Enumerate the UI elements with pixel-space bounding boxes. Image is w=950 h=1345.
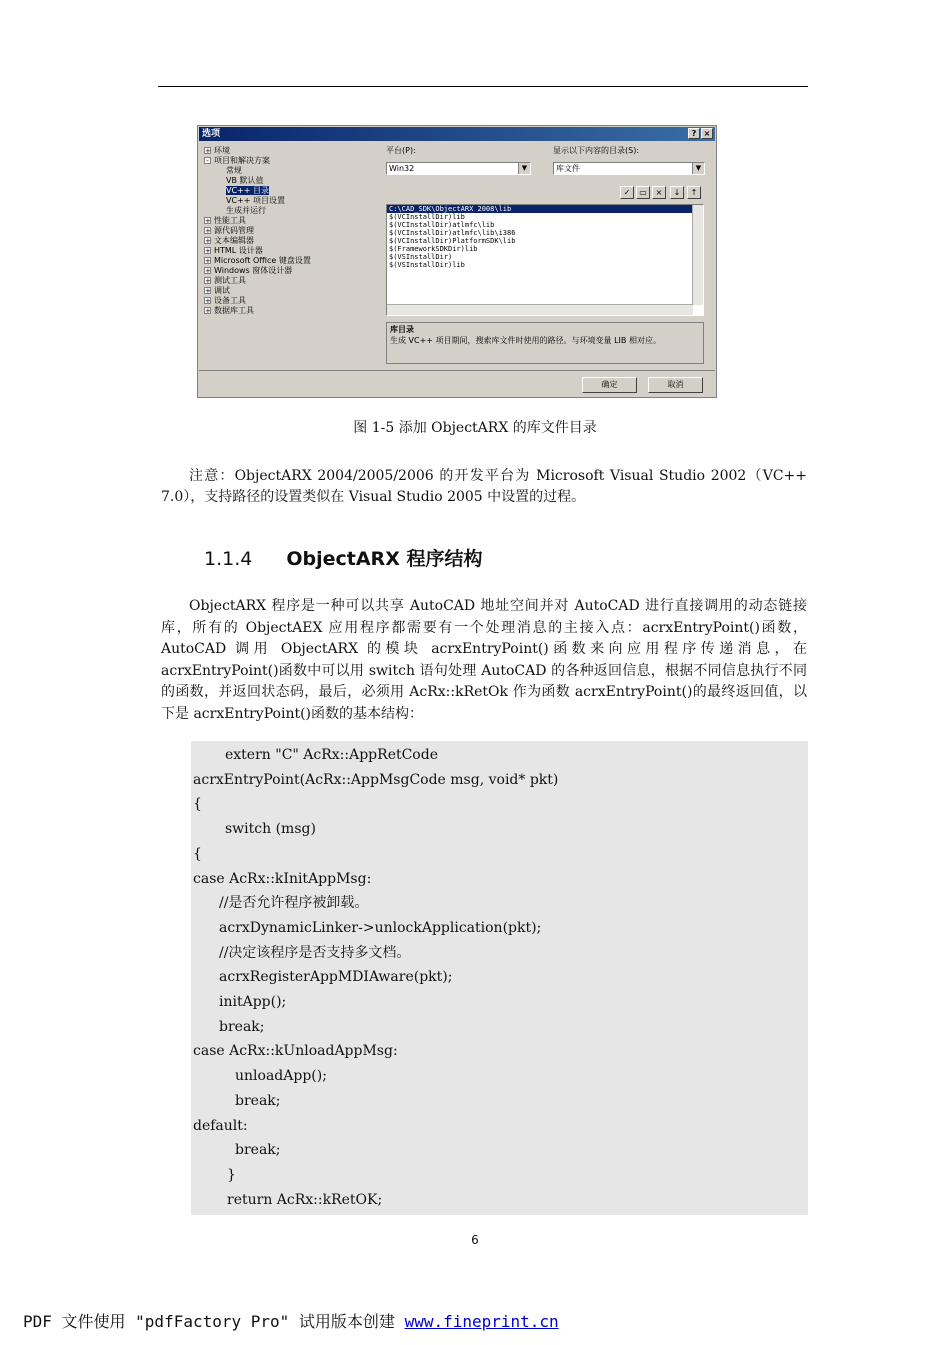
tree-item[interactable] <box>204 186 382 196</box>
tree-item-label: Microsoft Office 键盘设置 <box>214 256 311 265</box>
directory-row[interactable]: $(FrameworkSDKDir)lib <box>389 245 478 253</box>
description-title: 库目录 <box>390 325 414 334</box>
note-paragraph: 注意：ObjectARX 2004/2005/2006 的开发平台为 Microsoft Visual Studio 2002（VC++ 7.0），支持路径的设置类似在 Visual Studio 2005 中设置的过程。 <box>161 468 807 505</box>
code-line: acrxDynamicLinker->unlockApplication(pkt); <box>219 919 542 936</box>
tree-item-label: 生成并运行 <box>226 206 266 215</box>
cancel-button[interactable]: 取消 <box>648 377 703 393</box>
move-down-icon[interactable]: ↓ <box>670 186 684 199</box>
platform-select[interactable] <box>386 162 531 175</box>
tree-item[interactable] <box>204 196 382 206</box>
tree-item[interactable] <box>204 216 382 226</box>
tree-item-label: 设备工具 <box>214 296 246 305</box>
code-line: //是否允许程序被卸载。 <box>219 895 369 912</box>
expand-icon[interactable]: + <box>205 237 211 245</box>
expand-icon[interactable]: + <box>205 307 211 315</box>
code-line: unloadApp(); <box>235 1068 327 1085</box>
check-icon[interactable]: ✓ <box>620 186 634 199</box>
dialog-titlebar <box>199 127 715 141</box>
tree-item[interactable] <box>204 156 382 166</box>
tree-item-label: VC++ 目录 <box>226 186 270 195</box>
description-box <box>386 322 704 364</box>
tree-item[interactable] <box>204 226 382 236</box>
code-line: extern "C" AcRx::AppRetCode <box>225 747 438 763</box>
tree-item-label: 文本编辑器 <box>214 236 254 245</box>
code-line: return AcRx::kRetOK; <box>227 1191 383 1208</box>
code-line: break; <box>219 1018 265 1035</box>
directory-row[interactable]: $(VCInstallDir)atlmfc\lib\i386 <box>389 229 516 237</box>
tree-item-label: 源代码管理 <box>214 226 254 235</box>
figure-caption: 图 1-5 添加 ObjectARX 的库文件目录 <box>353 420 597 436</box>
options-dialog <box>197 125 717 398</box>
directory-list[interactable] <box>386 204 704 316</box>
expand-icon[interactable]: + <box>205 277 211 285</box>
tree-item[interactable] <box>204 246 382 256</box>
tree-item[interactable] <box>204 176 382 186</box>
code-line: break; <box>235 1142 281 1159</box>
move-up-icon[interactable]: ↑ <box>687 186 701 199</box>
tree-item[interactable] <box>204 236 382 246</box>
body-paragraph: ObjectARX 程序是一种可以共享 AutoCAD 地址空间并对 AutoCAD 进行直接调用的动态链接库，所有的 ObjectAEX 应用程序都需要有一个处理消息的主接入点：acrxEntryPoint()函数，AutoCAD 调用 ObjectARX 的模块 acrxEntryPoint()函数来向应用程序传递消息，在 acrxEntryPoint()函数中可以用 switch 语句处理 AutoCAD 的各种返回信息，根据不同信息执行不同的函数，并返回状态码，最后，必须用 AcRx::kRetOk 作为函数 acrxEntryPoint()的最终返回值，以下是 acrxEntryPoint()函数的基本结构： <box>161 598 807 722</box>
footer-link[interactable]: www.fineprint.cn <box>404 1312 559 1331</box>
tree-item[interactable] <box>204 256 382 266</box>
tree-item-label: 性能工具 <box>214 216 246 225</box>
tree-item-label: 调试 <box>214 286 230 295</box>
code-line: case AcRx::kUnloadAppMsg: <box>193 1043 398 1060</box>
tree-item-label: 测试工具 <box>214 276 246 285</box>
collapse-icon[interactable]: - <box>204 157 211 164</box>
ok-button[interactable]: 确定 <box>582 377 637 393</box>
delete-icon[interactable]: × <box>652 186 666 199</box>
tree-item-label: VB 默认值 <box>226 176 264 185</box>
description-text: 生成 VC++ 项目期间，搜索库文件时使用的路径。与环境变量 LIB 相对应。 <box>390 336 661 345</box>
tree-item-label: Windows 窗体设计器 <box>214 266 293 275</box>
code-line: { <box>193 845 202 862</box>
expand-icon[interactable]: + <box>205 227 211 235</box>
expand-icon[interactable]: + <box>205 257 211 265</box>
footer-text: PDF 文件使用 "pdfFactory Pro" 试用版本创建 <box>23 1312 405 1331</box>
directory-row[interactable]: $(VCInstallDir)lib <box>389 213 465 221</box>
code-line: break; <box>235 1092 281 1109</box>
dialog-title: 选项 <box>202 129 221 139</box>
tree-item-label: 项目和解决方案 <box>214 156 270 165</box>
expand-icon[interactable]: + <box>205 247 211 255</box>
platform-label: 平台(P): <box>386 146 416 155</box>
section-number: 1.1.4 <box>204 548 253 570</box>
header-rule <box>158 86 808 87</box>
section-title: ObjectARX 程序结构 <box>286 548 483 570</box>
tree-item[interactable] <box>204 166 382 176</box>
tree-item-label: VC++ 项目设置 <box>226 196 286 205</box>
tree-item-label: 常规 <box>226 166 242 175</box>
tree-item[interactable] <box>204 286 382 296</box>
section-heading <box>204 544 482 571</box>
expand-icon[interactable]: + <box>205 147 211 155</box>
directory-row[interactable]: $(VSInstallDir) <box>389 253 453 261</box>
directory-row[interactable]: $(VSInstallDir)lib <box>389 261 465 269</box>
expand-icon[interactable]: + <box>205 297 211 305</box>
close-button[interactable]: × <box>701 128 713 139</box>
tree-item-label: HTML 设计器 <box>214 246 263 255</box>
code-line: case AcRx::kInitAppMsg: <box>193 870 372 887</box>
show-dirs-select[interactable] <box>553 162 705 175</box>
code-line: } <box>227 1166 236 1183</box>
expand-icon[interactable]: + <box>205 287 211 295</box>
tree-item[interactable] <box>204 206 382 216</box>
tree-item[interactable] <box>204 296 382 306</box>
platform-value: Win32 <box>389 164 415 173</box>
code-line: switch (msg) <box>225 821 316 838</box>
help-button[interactable]: ? <box>688 128 700 139</box>
page-number: 6 <box>471 1233 479 1247</box>
new-folder-icon[interactable]: ▭ <box>636 186 650 199</box>
code-block <box>191 741 808 1215</box>
tree-item-label: 环境 <box>214 146 230 155</box>
horizontal-scrollbar[interactable] <box>387 304 693 315</box>
tree-item[interactable] <box>204 276 382 286</box>
expand-icon[interactable]: + <box>205 217 211 225</box>
tree-item[interactable] <box>204 306 382 316</box>
tree-item[interactable] <box>204 146 382 156</box>
expand-icon[interactable]: + <box>205 267 211 275</box>
show-dirs-value: 库文件 <box>556 164 580 173</box>
directory-row[interactable]: $(VCInstallDir)atlmfc\lib <box>389 221 495 229</box>
directory-row[interactable]: C:\CAD_SDK\ObjectARX 2008\lib <box>387 205 703 213</box>
show-dirs-label: 显示以下内容的目录(S): <box>553 146 640 155</box>
dialog-divider <box>199 370 715 371</box>
code-line: initApp(); <box>219 994 287 1010</box>
pdf-footer <box>23 1309 559 1332</box>
tree-item-label: 数据库工具 <box>214 306 254 315</box>
directory-row[interactable]: $(VCInstallDir)PlatformSDK\lib <box>389 237 516 245</box>
options-tree[interactable] <box>204 146 382 366</box>
code-line: acrxRegisterAppMDIAware(pkt); <box>219 969 453 986</box>
tree-item[interactable] <box>204 266 382 276</box>
vertical-scrollbar[interactable] <box>692 205 703 305</box>
chevron-down-icon: ▼ <box>692 163 704 174</box>
code-line: default: <box>193 1117 248 1134</box>
chevron-down-icon: ▼ <box>518 163 530 174</box>
code-line: acrxEntryPoint(AcRx::AppMsgCode msg, void* pkt) <box>193 771 559 788</box>
code-line: //决定该程序是否支持多文档。 <box>219 944 411 961</box>
code-line: { <box>193 796 202 813</box>
